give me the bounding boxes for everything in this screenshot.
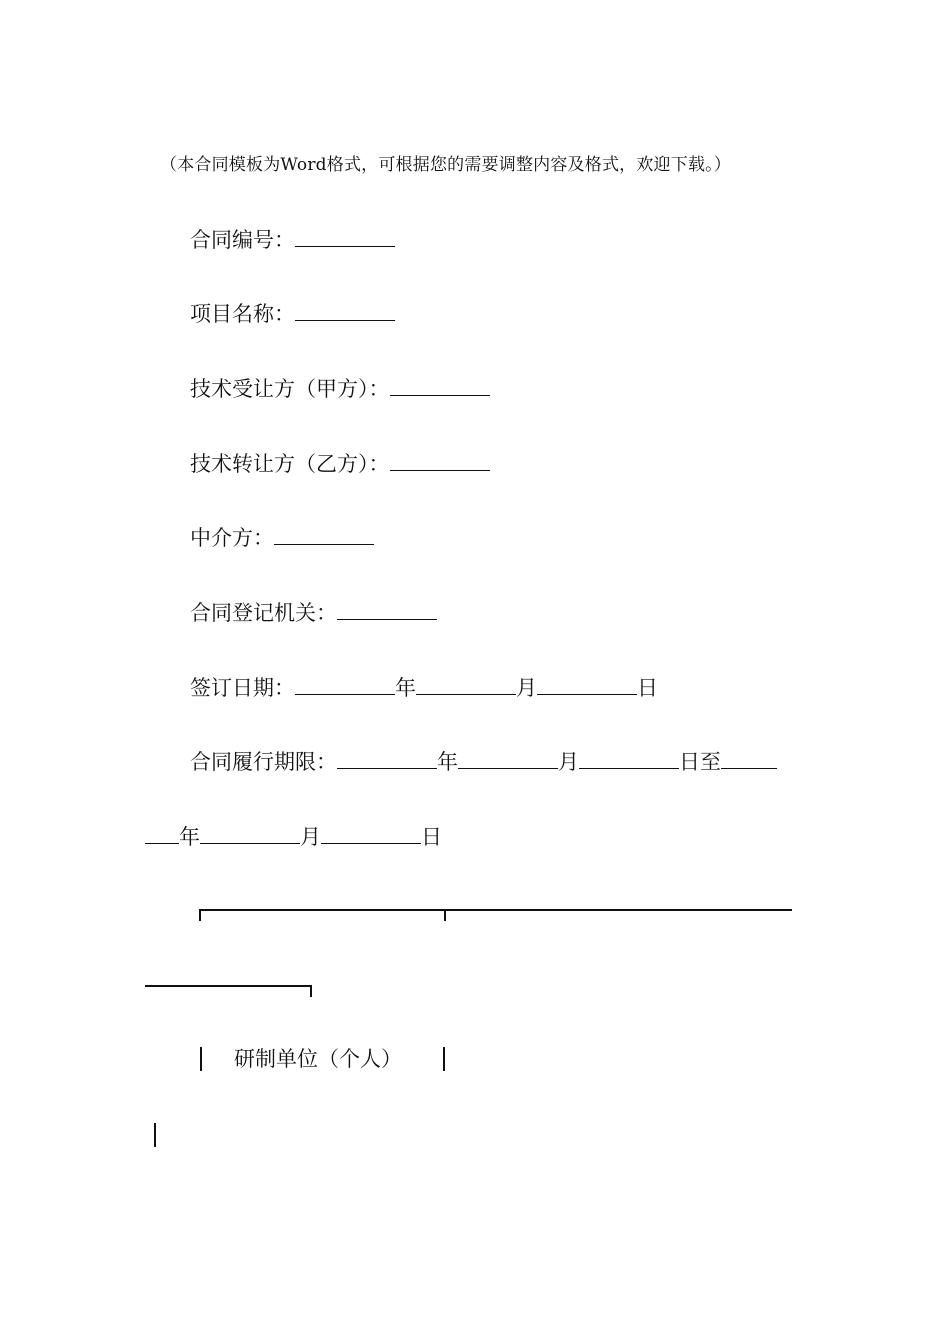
party-b-label: 技术转让方（乙方）： [190,452,390,476]
project-name-line [190,300,395,327]
table-column-divider [443,1047,445,1071]
contract-number-label: 合同编号： [190,228,295,252]
term-end-year-blank-part1[interactable] [721,748,777,769]
sign-date-line [190,674,658,701]
project-name-label: 项目名称： [190,302,295,326]
term-end-day-blank[interactable] [321,823,421,844]
party-a-blank[interactable] [390,375,490,396]
party-a-line [190,375,490,402]
party-a-label: 技术受让方（甲方）： [190,377,390,401]
sign-date-label: 签订日期： [190,676,295,700]
term-start-month-blank[interactable] [458,748,558,769]
registration-authority-line [190,599,437,626]
table-top-left-corner [199,909,201,921]
term-label: 合同履行期限： [190,750,337,774]
term-start-day-unit: 日至 [679,750,721,774]
term-start-month-unit: 月 [558,750,579,774]
party-b-line [190,450,490,477]
intermediary-blank[interactable] [274,524,374,545]
term-end-day-unit: 日 [421,825,442,849]
contract-number-blank[interactable] [295,226,395,247]
sign-month-blank[interactable] [416,674,516,695]
term-end-month-blank[interactable] [200,823,300,844]
sign-year-unit: 年 [395,676,416,700]
term-end-month-unit: 月 [300,825,321,849]
term-start-year-blank[interactable] [337,748,437,769]
template-note: （本合同模板为Word格式，可根据您的需要调整内容及格式，欢迎下载。） [160,155,732,175]
table-left-border [200,1047,202,1071]
table-top-divider [444,909,446,921]
intermediary-line [190,524,374,551]
sign-year-blank[interactable] [295,674,395,695]
sign-day-blank[interactable] [537,674,637,695]
registration-authority-label: 合同登记机关： [190,601,337,625]
term-start-day-blank[interactable] [579,748,679,769]
sign-day-unit: 日 [637,676,658,700]
table-top-right-corner [310,985,312,997]
table-right-border [154,1123,156,1147]
contract-number-line [190,226,395,253]
table-top-border [199,909,792,911]
term-end-year-blank-part2[interactable] [145,823,179,844]
party-b-blank[interactable] [390,450,490,471]
sign-month-unit: 月 [516,676,537,700]
intermediary-label: 中介方： [190,526,274,550]
term-line [190,748,777,775]
registration-authority-blank[interactable] [337,599,437,620]
term-start-year-unit: 年 [437,750,458,774]
term-end-year-unit: 年 [179,825,200,849]
term-line-continued [145,823,442,850]
developer-label: 研制单位（个人） [234,1047,402,1071]
project-name-blank[interactable] [295,300,395,321]
table-top-border-continued [145,985,312,987]
